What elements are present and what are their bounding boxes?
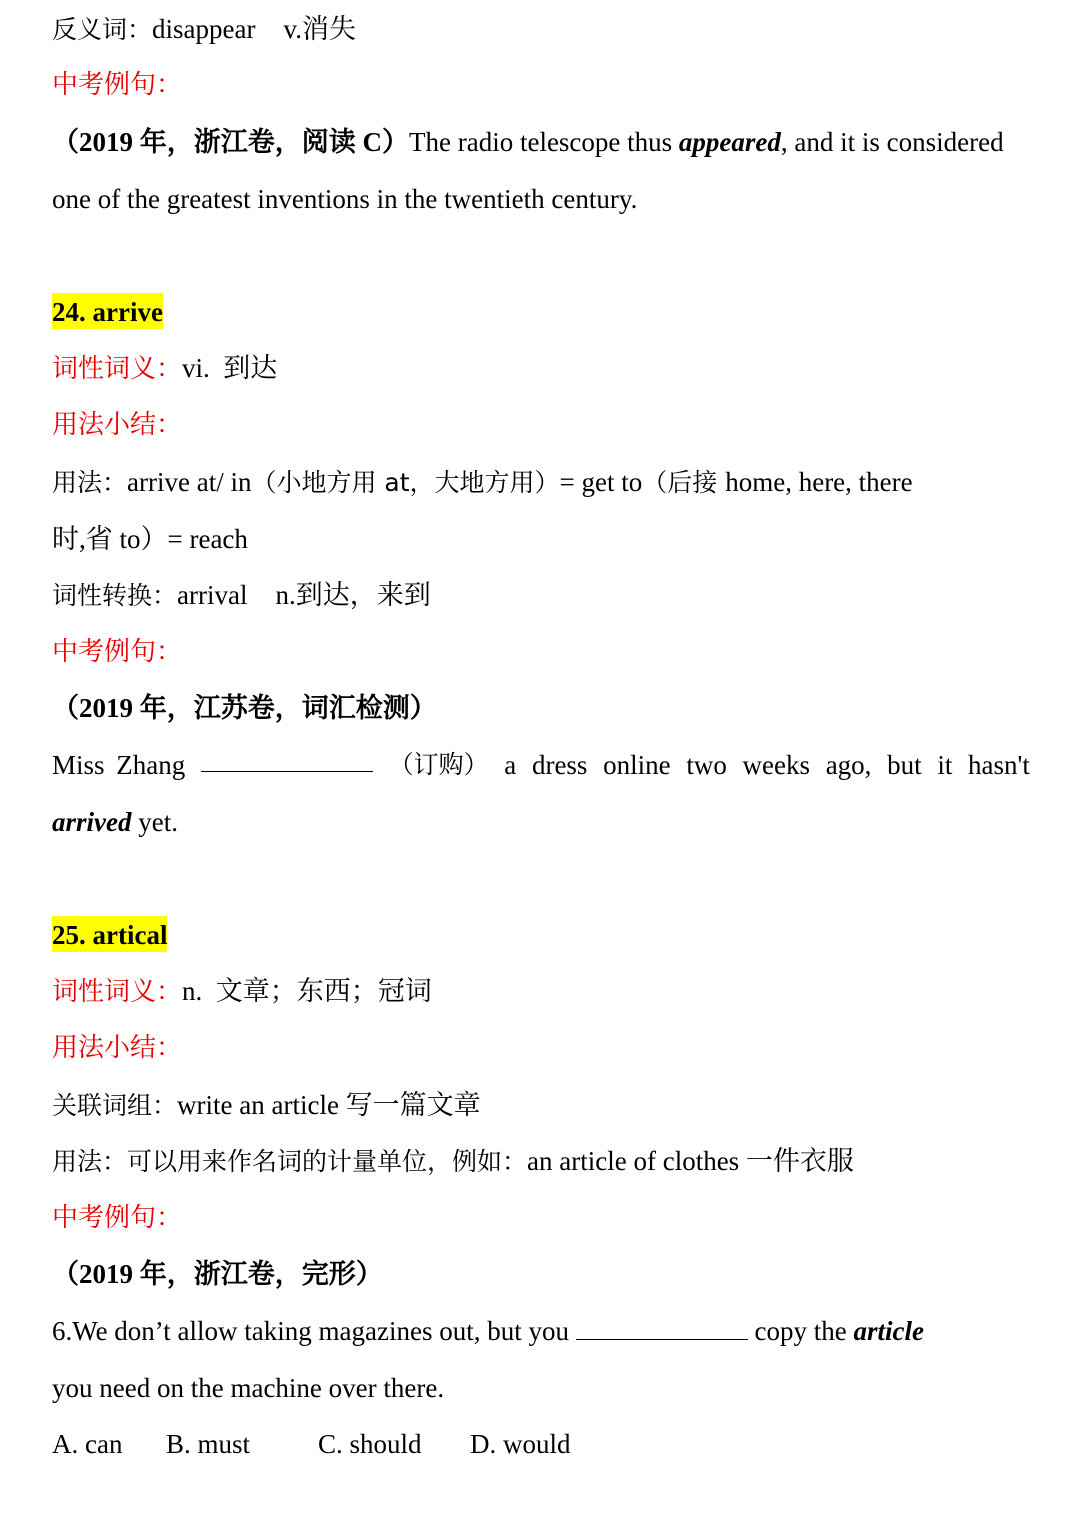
usage-line-25 bbox=[52, 1141, 854, 1181]
example-source-25: （2019 年，浙江卷，完形） bbox=[52, 1259, 383, 1289]
pos-line-25 bbox=[52, 971, 432, 1011]
question-line-2: you need on the machine over there. bbox=[52, 1373, 445, 1403]
usage-line-24 bbox=[52, 462, 1030, 502]
usage-line-24b: 时,省 to）= reach bbox=[52, 524, 248, 554]
example-sentence-23-line2: one of the greatest inventions in the twentieth century. bbox=[52, 184, 638, 214]
usage-text: home, here, there bbox=[725, 467, 913, 497]
example-text: yet. bbox=[131, 807, 178, 837]
question-text: 6.We don’t allow taking magazines out, but you bbox=[52, 1316, 576, 1346]
entry-title-highlight: 24. arrive bbox=[52, 293, 163, 329]
keyword-article: article bbox=[853, 1316, 924, 1346]
phrase-value: write an article 写一篇文章 bbox=[177, 1090, 481, 1120]
question-text: copy the bbox=[747, 1316, 854, 1346]
example-sentence-24-line2 bbox=[52, 802, 178, 842]
usage-text: （后接 bbox=[642, 468, 726, 497]
entry-title-25 bbox=[52, 915, 167, 955]
pos-line-24 bbox=[52, 348, 277, 388]
entry-title-24 bbox=[52, 292, 163, 332]
pos-value: n. 文章；东西；冠词 bbox=[182, 976, 432, 1006]
antonym-label: 反义词： bbox=[52, 15, 153, 44]
answer-blank bbox=[201, 745, 373, 772]
antonym-line bbox=[52, 9, 356, 49]
keyword-appeared: appeared bbox=[678, 127, 781, 157]
example-source-23: （2019 年，浙江卷，阅读 C） bbox=[52, 127, 409, 157]
example-word: dress bbox=[531, 750, 588, 780]
usage-value: 可以用来作名词的计量单位，例如： bbox=[127, 1147, 528, 1176]
example-word: weeks bbox=[742, 750, 810, 780]
answer-options bbox=[52, 1424, 571, 1464]
usage-example: an article of clothes 一件衣服 bbox=[527, 1146, 854, 1176]
example-text: , and it is considered bbox=[780, 127, 1004, 157]
example-word: a bbox=[504, 750, 517, 780]
entry-title-highlight: 25. artical bbox=[52, 916, 167, 952]
usage-text: （小地方用 at，大地方用） bbox=[251, 468, 560, 497]
example-sentence-24-line1 bbox=[52, 745, 1030, 785]
option-b: B. must bbox=[166, 1429, 251, 1459]
example-heading-24: 中考例句： bbox=[52, 637, 183, 667]
conversion-word: arrival bbox=[177, 580, 248, 610]
phrase-line-25 bbox=[52, 1085, 481, 1125]
example-heading-25: 中考例句： bbox=[52, 1203, 183, 1233]
example-sentence-23-line1 bbox=[52, 122, 1004, 162]
example-hint: （订购） bbox=[388, 750, 489, 779]
conversion-label: 词性转换： bbox=[52, 581, 178, 610]
usage-label: 用法： bbox=[52, 468, 128, 497]
usage-heading-24: 用法小结： bbox=[52, 410, 183, 440]
example-word: Zhang bbox=[116, 750, 186, 780]
conversion-line-24 bbox=[52, 575, 431, 615]
example-word: hasn't bbox=[968, 750, 1030, 780]
example-word: two bbox=[686, 750, 727, 780]
antonym-word: disappear bbox=[152, 14, 256, 44]
pos-label: 词性词义： bbox=[52, 354, 183, 384]
pos-value: vi. 到达 bbox=[182, 353, 278, 383]
antonym-meaning: v.消失 bbox=[283, 14, 356, 44]
answer-blank bbox=[576, 1313, 748, 1340]
example-word: online bbox=[603, 750, 671, 780]
example-word: ago, bbox=[825, 750, 872, 780]
phrase-label: 关联词组： bbox=[52, 1091, 178, 1120]
example-word: it bbox=[937, 750, 953, 780]
option-d: D. would bbox=[470, 1429, 571, 1459]
pos-label: 词性词义： bbox=[52, 977, 183, 1007]
example-text: The radio telescope thus bbox=[409, 127, 679, 157]
example-word: Miss bbox=[52, 750, 105, 780]
usage-text: = get to bbox=[559, 467, 643, 497]
conversion-meaning: n.到达，来到 bbox=[275, 580, 431, 610]
example-heading-23: 中考例句： bbox=[52, 70, 183, 100]
usage-text: arrive at/ in bbox=[127, 467, 252, 497]
option-c: C. should bbox=[318, 1429, 422, 1459]
question-line-1 bbox=[52, 1311, 924, 1351]
example-source-24: （2019 年，江苏卷，词汇检测） bbox=[52, 693, 437, 723]
option-a: A. can bbox=[52, 1429, 123, 1459]
keyword-arrived: arrived bbox=[52, 807, 132, 837]
usage-label: 用法： bbox=[52, 1147, 128, 1176]
usage-heading-25: 用法小结： bbox=[52, 1033, 183, 1063]
example-word: but bbox=[887, 750, 922, 780]
